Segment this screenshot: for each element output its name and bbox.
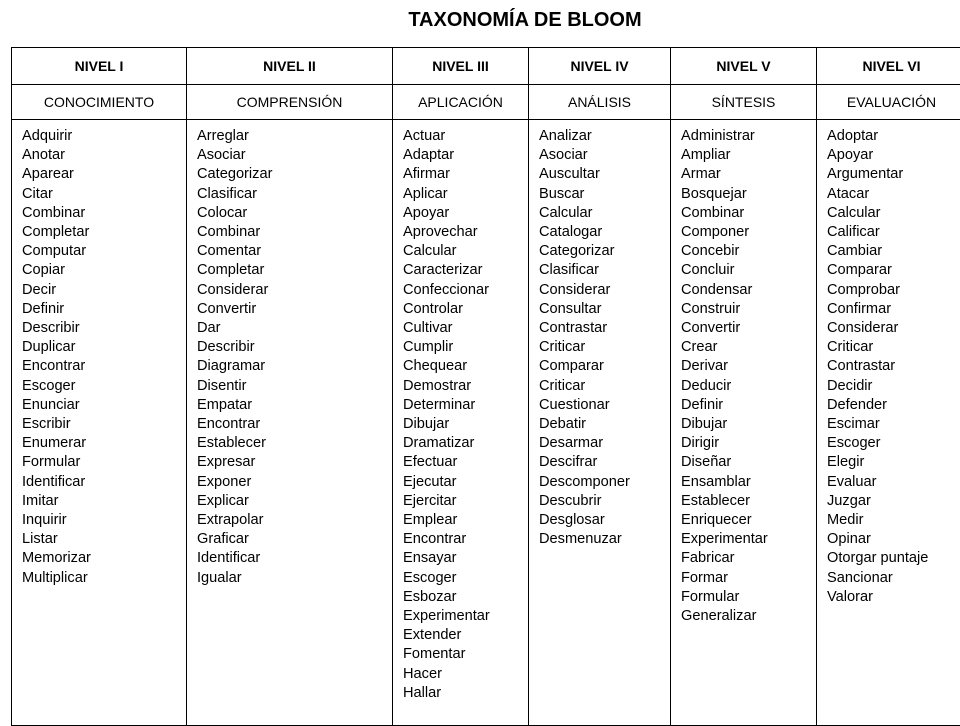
- verb-item: Concluir: [681, 261, 816, 280]
- verb-item: Controlar: [403, 300, 528, 319]
- verb-item: Cultivar: [403, 319, 528, 338]
- verb-list-3: [393, 120, 529, 726]
- verb-item: Chequear: [403, 357, 528, 376]
- verb-item: Armar: [681, 165, 816, 184]
- verb-item: Ensamblar: [681, 473, 816, 492]
- verb-item: Combinar: [681, 204, 816, 223]
- verb-item: Asociar: [197, 146, 392, 165]
- verb-item: Considerar: [197, 281, 392, 300]
- verb-item: Catalogar: [539, 223, 670, 242]
- verb-item: Combinar: [197, 223, 392, 242]
- verb-item: Experimentar: [403, 607, 528, 626]
- verb-item: Cambiar: [827, 242, 960, 261]
- verb-item: Condensar: [681, 281, 816, 300]
- level-header-row: [12, 48, 960, 85]
- verb-item: Ejercitar: [403, 492, 528, 511]
- verb-item: Adoptar: [827, 127, 960, 146]
- verb-item: Formular: [681, 588, 816, 607]
- verb-item: Desglosar: [539, 511, 670, 530]
- verb-item: Argumentar: [827, 165, 960, 184]
- verb-item: Esbozar: [403, 588, 528, 607]
- verb-item: Combinar: [22, 204, 186, 223]
- verb-item: Dibujar: [681, 415, 816, 434]
- verb-item: Administrar: [681, 127, 816, 146]
- verb-item: Fomentar: [403, 645, 528, 664]
- verb-item: Determinar: [403, 396, 528, 415]
- verb-item: Consultar: [539, 300, 670, 319]
- verb-item: Convertir: [197, 300, 392, 319]
- verb-list-6: [817, 120, 960, 726]
- verb-item: Diagramar: [197, 357, 392, 376]
- verb-item: Asociar: [539, 146, 670, 165]
- verb-item: Desarmar: [539, 434, 670, 453]
- verb-item: Adaptar: [403, 146, 528, 165]
- verb-item: Deducir: [681, 377, 816, 396]
- verb-item: Aprovechar: [403, 223, 528, 242]
- verb-item: Hallar: [403, 684, 528, 703]
- verb-item: Extrapolar: [197, 511, 392, 530]
- verb-item: Componer: [681, 223, 816, 242]
- verb-item: Otorgar puntaje: [827, 549, 960, 568]
- verb-item: Dirigir: [681, 434, 816, 453]
- verb-item: Imitar: [22, 492, 186, 511]
- page-title: TAXONOMÍA DE BLOOM: [0, 9, 960, 32]
- verb-item: Dramatizar: [403, 434, 528, 453]
- verb-item: Ejecutar: [403, 473, 528, 492]
- verb-item: Demostrar: [403, 377, 528, 396]
- verb-item: Establecer: [681, 492, 816, 511]
- verb-item: Descomponer: [539, 473, 670, 492]
- verb-item: Generalizar: [681, 607, 816, 626]
- verb-item: Contrastar: [827, 357, 960, 376]
- level-header-1: NIVEL I: [12, 48, 187, 85]
- verb-item: Efectuar: [403, 453, 528, 472]
- verb-item: Colocar: [197, 204, 392, 223]
- verb-item: Concebir: [681, 242, 816, 261]
- level-header-2: NIVEL II: [187, 48, 393, 85]
- verb-item: Categorizar: [539, 242, 670, 261]
- verb-list-4: [529, 120, 671, 726]
- verb-item: Medir: [827, 511, 960, 530]
- verb-item: Afirmar: [403, 165, 528, 184]
- verb-item: Categorizar: [197, 165, 392, 184]
- verb-item: Dibujar: [403, 415, 528, 434]
- verb-item: Multiplicar: [22, 569, 186, 588]
- verb-list-5: [671, 120, 817, 726]
- verb-item: Aparear: [22, 165, 186, 184]
- verb-item: Calcular: [827, 204, 960, 223]
- verb-item: Comentar: [197, 242, 392, 261]
- category-1: CONOCIMIENTO: [12, 85, 187, 120]
- verb-item: Apoyar: [403, 204, 528, 223]
- verb-item: Opinar: [827, 530, 960, 549]
- verb-item: Caracterizar: [403, 261, 528, 280]
- verb-item: Identificar: [22, 473, 186, 492]
- verb-item: Describir: [22, 319, 186, 338]
- verb-item: Citar: [22, 185, 186, 204]
- verb-item: Describir: [197, 338, 392, 357]
- verb-item: Descifrar: [539, 453, 670, 472]
- bloom-taxonomy-table: [11, 47, 960, 726]
- verb-item: Hacer: [403, 665, 528, 684]
- category-6: EVALUACIÓN: [817, 85, 960, 120]
- level-header-3: NIVEL III: [393, 48, 529, 85]
- verb-item: Calcular: [403, 242, 528, 261]
- verb-item: Defender: [827, 396, 960, 415]
- verb-item: Diseñar: [681, 453, 816, 472]
- verb-item: Criticar: [539, 377, 670, 396]
- verb-item: Empatar: [197, 396, 392, 415]
- verb-item: Confeccionar: [403, 281, 528, 300]
- verb-item: Ensayar: [403, 549, 528, 568]
- verb-item: Formular: [22, 453, 186, 472]
- verb-item: Establecer: [197, 434, 392, 453]
- verb-item: Confirmar: [827, 300, 960, 319]
- verb-item: Enriquecer: [681, 511, 816, 530]
- verb-item: Derivar: [681, 357, 816, 376]
- verb-item: Auscultar: [539, 165, 670, 184]
- verb-item: Enumerar: [22, 434, 186, 453]
- verb-item: Extender: [403, 626, 528, 645]
- verb-item: Evaluar: [827, 473, 960, 492]
- verb-item: Crear: [681, 338, 816, 357]
- level-header-5: NIVEL V: [671, 48, 817, 85]
- verb-item: Igualar: [197, 569, 392, 588]
- verb-item: Comparar: [827, 261, 960, 280]
- verb-item: Experimentar: [681, 530, 816, 549]
- verb-item: Construir: [681, 300, 816, 319]
- verb-item: Identificar: [197, 549, 392, 568]
- verb-item: Listar: [22, 530, 186, 549]
- verb-item: Computar: [22, 242, 186, 261]
- verb-item: Actuar: [403, 127, 528, 146]
- verb-item: Ampliar: [681, 146, 816, 165]
- verb-item: Dar: [197, 319, 392, 338]
- verb-item: Atacar: [827, 185, 960, 204]
- verb-item: Memorizar: [22, 549, 186, 568]
- verb-item: Emplear: [403, 511, 528, 530]
- verb-item: Calificar: [827, 223, 960, 242]
- verb-item: Cuestionar: [539, 396, 670, 415]
- level-header-4: NIVEL IV: [529, 48, 671, 85]
- verb-item: Calcular: [539, 204, 670, 223]
- category-3: APLICACIÓN: [393, 85, 529, 120]
- verb-list-2: [187, 120, 393, 726]
- verb-item: Sancionar: [827, 569, 960, 588]
- verb-item: Graficar: [197, 530, 392, 549]
- verb-item: Valorar: [827, 588, 960, 607]
- verb-item: Escoger: [403, 569, 528, 588]
- verb-item: Explicar: [197, 492, 392, 511]
- verb-item: Convertir: [681, 319, 816, 338]
- verb-item: Exponer: [197, 473, 392, 492]
- category-4: ANÁLISIS: [529, 85, 671, 120]
- verb-item: Arreglar: [197, 127, 392, 146]
- verb-item: Encontrar: [197, 415, 392, 434]
- verb-item: Clasificar: [539, 261, 670, 280]
- verb-item: Enunciar: [22, 396, 186, 415]
- category-5: SÍNTESIS: [671, 85, 817, 120]
- verb-item: Escoger: [827, 434, 960, 453]
- verb-list-1: [12, 120, 187, 726]
- verb-item: Desmenuzar: [539, 530, 670, 549]
- verb-item: Considerar: [539, 281, 670, 300]
- verbs-row: [12, 120, 960, 726]
- verb-item: Decir: [22, 281, 186, 300]
- verb-item: Comparar: [539, 357, 670, 376]
- verb-item: Juzgar: [827, 492, 960, 511]
- verb-item: Buscar: [539, 185, 670, 204]
- verb-item: Comprobar: [827, 281, 960, 300]
- verb-item: Definir: [681, 396, 816, 415]
- verb-item: Contrastar: [539, 319, 670, 338]
- verb-item: Disentir: [197, 377, 392, 396]
- verb-item: Completar: [22, 223, 186, 242]
- verb-item: Escimar: [827, 415, 960, 434]
- verb-item: Apoyar: [827, 146, 960, 165]
- category-2: COMPRENSIÓN: [187, 85, 393, 120]
- verb-item: Clasificar: [197, 185, 392, 204]
- verb-item: Decidir: [827, 377, 960, 396]
- verb-item: Analizar: [539, 127, 670, 146]
- verb-item: Formar: [681, 569, 816, 588]
- verb-item: Duplicar: [22, 338, 186, 357]
- verb-item: Encontrar: [22, 357, 186, 376]
- verb-item: Completar: [197, 261, 392, 280]
- verb-item: Debatir: [539, 415, 670, 434]
- verb-item: Copiar: [22, 261, 186, 280]
- verb-item: Adquirir: [22, 127, 186, 146]
- verb-item: Cumplir: [403, 338, 528, 357]
- level-header-6: NIVEL VI: [817, 48, 960, 85]
- verb-item: Fabricar: [681, 549, 816, 568]
- verb-item: Elegir: [827, 453, 960, 472]
- verb-item: Criticar: [539, 338, 670, 357]
- verb-item: Aplicar: [403, 185, 528, 204]
- verb-item: Escribir: [22, 415, 186, 434]
- verb-item: Inquirir: [22, 511, 186, 530]
- verb-item: Descubrir: [539, 492, 670, 511]
- verb-item: Anotar: [22, 146, 186, 165]
- verb-item: Definir: [22, 300, 186, 319]
- verb-item: Expresar: [197, 453, 392, 472]
- category-row: [12, 85, 960, 120]
- verb-item: Encontrar: [403, 530, 528, 549]
- verb-item: Bosquejar: [681, 185, 816, 204]
- verb-item: Escoger: [22, 377, 186, 396]
- verb-item: Criticar: [827, 338, 960, 357]
- verb-item: Considerar: [827, 319, 960, 338]
